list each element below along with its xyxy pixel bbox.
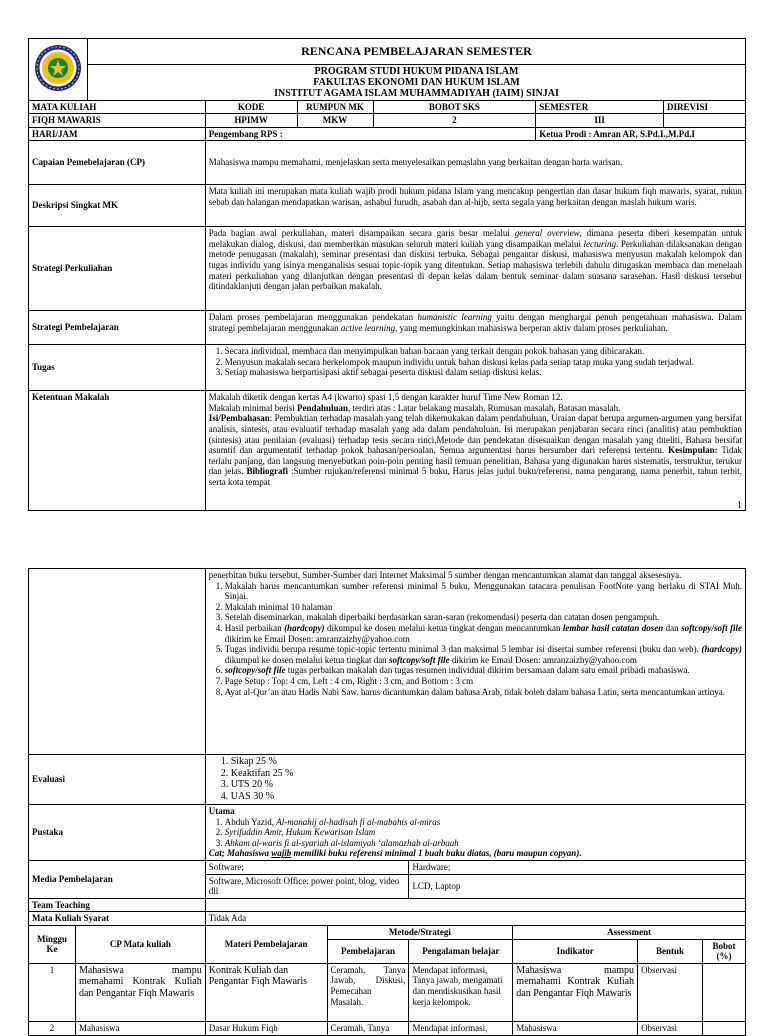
label-rumpun: RUMPUN MK [297,101,373,114]
institute-name: INSTITUT AGAMA ISLAM MUHAMMADIYAH (IAIM) SINJAI [274,88,559,99]
label-bobot: BOBOT SKS [373,101,536,114]
label-ketua-prodi: Ketua Prodi : Amran AR, S.Pd.I.,M.Pd.I [536,127,746,140]
text-ketentuan-cont: penerbitan buku tersebut, Sumber-Sumber dari Internet Maksimal 5 sumber dengan mencantumkan alamat dan tanggal aksesesnya. 1. Makalah harus mencantumkan sumber referensi minimal 5 buku, Menggunakan tatacara penulisan FootNote yang berlaku di STAI Muh. Sinjai. 2. Makalah minimal 10 halaman 3. Setelah diseminarkan, makalah diperbaiki berdasarkan saran-saran (rekomendasi) peserta dan catatan dosen pengampuh. 4. Hasil perbaikan (hardcopy) dikumpul ke dosen melalui ketua tingkat dengan mencantumkan lembar hasil catatan dosen dan softcopy/soft file dikirim ke Email Dosen: amranzaizhy@yahoo.com 5. Tugas individu berupa resume topic-topic tertentu minimal 3 dan maksimal 5 lembar isi disertai sumber referensi (buku dan web). (hardcopy) dikumpul ke dosen melalui ketua tingkat dan softcopy/soft file dikirim ke Email Dosen: amranzaizhy@yahoo.com 6. softcopy/soft file tugas perbaikan makalah dan tugas resumen individual dikirim bersamaan dalam satu email pribadi mahasiswa. 7. Page Setup : Top: 4 cm, Left : 4 cm, Right : 3 cm, and Bottom : 3 cm 8. Ayat al-Qur’an atau Hadis Nabi Saw. harus dicantumkan dalam bahasa Arab, tidak boleh dalam bahasa Latin, serta mencantumkan artinya. [205,569,745,755]
col-minggu: Minggu Ke [29,925,76,963]
table-row [29,1021,746,1035]
label-kode: KODE [205,101,297,114]
value-bobot: 2 [373,114,536,127]
value-mata-kuliah: FIQH MAWARIS [29,114,206,127]
value-software: Software, Microsoft Office: power point, blog, video dll [205,874,409,898]
text-deskripsi: Mata kuliah ini merupakan mata kuliah wajib prodi hukum pidana Islam yang mencakup pengertian dan dasar hukum fiqh mawaris, syarat, rukun sebab dan halangan mendapatkan warisan, ashabul furudh, asabah dan al-hijb, serta segala yang berkaitan dengan maslah hukum waris. [205,185,745,227]
list-evaluasi [205,755,745,805]
row-metode: Ceramah, Tanya Jawab, Diskusi, Pemecahan Masalah. [327,963,409,1021]
label-pustaka: Pustaka [29,805,206,861]
label-ketentuan: Ketentuan Makalah [29,391,206,511]
rps-continuation-table [28,568,746,1036]
row-bentuk: Observasi [638,1021,703,1035]
label-pengembang: Pengembang RPS : [205,127,536,140]
rps-header-table [28,38,746,511]
row-metode: Ceramah, Tanya [327,1021,409,1035]
evaluasi-item: 4. UAS 30 % [231,791,742,803]
label-syarat: Mata Kuliah Syarat [29,912,206,926]
col-indikator: Indikator [513,939,638,963]
value-direvisi [664,114,746,127]
row-pengalaman: Mendapat informasi, [409,1021,513,1035]
label-deskripsi: Deskripsi Singkat MK [29,185,206,227]
label-ketentuan-cont [29,569,206,755]
label-strategi-pembelajaran: Strategi Pembelajaran [29,311,206,345]
text-ketentuan: Makalah diketik dengan kertas A4 (kwarto) spasi 1,5 dengan karakter huruf Time New Roman 12. Makalah minimal berisi Pendahuluan, terdiri atas : Latar belakang masalah, Rumusan masalah, Batasan masalah. Isi/Pembahasan: Pembuktian terhadap masalah yang telah dikemukakan dalam pendahuluan, Uraian dapat berupa argumen-argumen yang bersifat analisis, sintesis, atau evaluatif terhadap masalah yang ada dalam pendahuluan. Isi merupakan penjabaran secara rinci (analitis) atau pembuktian (sintesis) atau penilaian (evaluasi) terhadap tesis secara rinci,Metode dan pendekatan disesuaikan dengan masalah yang diteliti, Bahasa bersifat asumtif dan argumentatif terhadap pokok bahasan/persoalan, Semua argumentasi harus bersumber dari referensi tertentu. Kesimpulan: Tidak terlalu panjang, dan langsung menyebutkan poin-poin penting hasil temuan penelitian, Bahasa yang digunakan harus sistematis, terstruktur, terukur dan jelas. Bibliografi :Sumber rujukan/referensi minimal 5 buku, Harus jelas judul buku/referensi, nama pengarang, nama penerbit, tahun terbit, serta kota tempat [205,391,745,511]
label-direvisi: DIREVISI [664,101,746,114]
col-cp: CP Mata kuliah [75,925,205,963]
value-rumpun: MKW [297,114,373,127]
col-bentuk: Bentuk [638,939,703,963]
row-bobot [702,963,745,1021]
label-software: Software; [205,861,409,875]
row-bentuk: Observasi [638,963,703,1021]
evaluasi-item: 3. UTS 20 % [231,779,742,791]
value-semester: III [536,114,664,127]
value-hardware: LCD, Laptop [409,874,746,898]
col-pengalaman: Pengalaman belajar [409,939,513,963]
row-indikator: Mahasiswa mampu memahami Kontrak Kuliah dan Pengantar Fiqh Mawaris [513,963,638,1021]
value-team-teaching [205,898,745,912]
program-name: PROGRAM STUDI HUKUM PIDANA ISLAM [314,66,519,77]
label-team-teaching: Team Teaching [29,898,206,912]
page-number: 1 [737,500,742,511]
tugas-item: 3. Setiap mahasiswa berpartisipasi aktif sebagai peserta diskusi dalam setiap diskusi kelas. [225,367,742,378]
label-hari-jam: HARI/JAM [29,127,206,140]
value-kode: HPIMW [205,114,297,127]
row-cp: Mahasiswa [75,1021,205,1035]
row-cp: Mahasiswa mampu memahami Kontrak Kuliah dan Pengantar Fiqh Mawaris [75,963,205,1021]
tugas-item: 2. Menyusun makalah secara berkelompok maupun individu untuk bahan diskusi kelas pada setiap tatap muka yang sudah terjadwal. [225,357,742,368]
row-bobot [702,1021,745,1035]
tugas-item: 1. Secara individual, membaca dan menyimpulkan bahan bacaan yang terkait dengan pokok bahasan yang dibicarakan. [225,346,742,357]
row-no: 1 [29,963,76,1021]
label-tugas: Tugas [29,345,206,391]
document-title: RENCANA PEMBELAJARAN SEMESTER [87,39,745,65]
institution-block [87,65,745,101]
label-hardware: Hardware; [409,861,746,875]
text-strategi-perkuliahan: Pada bagian awal perkuliahan, materi disampaikan secara garis besar melalui general overview, dimana peserta diberi kesempatan untuk melakukan dialog, diskusi, dan memberikan masukan seluruh materi kuliah yang disampaikan melalui lecturing. Perkuliahan dilaksanakan dengan metode penugasan (makalah), seminar presentasi dan diskusi terbuka. Sebagai pengantar diskusi, mahasiswa menyusun makalah kelompok dan tugas individu yang isinya menganalisis sesuai topic-topik yang ditentukan. Setiap mahasiswa terlebih dahulu ditugaskan membaca dan menelaah materi perkuliahan yang dilanjutkan dengan presentasi di depan kelas dalam bentuk seminar dalam suasana sarasehan. Hasil diskusi tersebut ditindaklanjuti dengan jalan perbaikan makalah. [205,227,745,311]
label-strategi-perkuliahan: Strategi Perkuliahan [29,227,206,311]
label-media: Media Pembelajaran [29,861,206,899]
row-indikator: Mahasiswa [513,1021,638,1035]
col-materi: Materi Pembelajaran [205,925,327,963]
label-cp: Capaian Pemebelajaran (CP) [29,141,206,185]
evaluasi-item: 1. Sikap 25 % [231,756,742,768]
value-syarat: Tidak Ada [205,912,745,926]
row-materi: Dasar Hukum Fiqh [205,1021,327,1035]
row-no: 2 [29,1021,76,1035]
label-semester: SEMESTER [536,101,664,114]
iaim-logo-icon [33,42,83,94]
text-strategi-pembelajaran: Dalam proses pembelajaran menggunakan pendekatan humanistic learning yaitu dengan menghargai penuh pengetahuan mahasiswa. Dalam strategi pembelajaran menggunakan active learning, yang memungkinkan mahasiswa berperan aktiv dalam proses perkuliahan. [205,311,745,345]
table-row [29,963,746,1021]
col-pembelajaran: Pembelajaran [327,939,409,963]
col-bobot: Bobot (%) [702,939,745,963]
faculty-name: FAKULTAS EKONOMI DAN HUKUM ISLAM [313,77,520,88]
text-cp: Mahasiswa mampu memahami, menjelaskan serta menyelesaikan pemaslahn yang berkaitan dengan harta warisan. [205,141,745,185]
col-assessment: Assessment [513,925,746,939]
row-pengalaman: Mendapat informasi, Tanya jawab, mengamati dan mendiskusikan hasil kerja kelompok. [409,963,513,1021]
institution-logo [29,39,88,101]
list-pustaka: Utama 1. Abduh Yazid, Al-manahij al-hadisah fi al-mabahis al-miras 2. Syrifuddin Amir, Hukum Kewarisan Islam 3. Ahkam al-waris fi al-syariah al-islamiyah ‘alamazhab al-arbaah Cat; Mahasiswa wajib memiliki buku referensi minimal 1 buah buku diatas, (baru maupun copyan). [205,805,745,861]
label-mata-kuliah: MATA KULIAH [29,101,206,114]
row-materi: Kontrak Kuliah dan Pengantar Fiqh Mawaris [205,963,327,1021]
col-metode: Metode/Strategi [327,925,513,939]
evaluasi-item: 2. Keaktifan 25 % [231,768,742,780]
list-tugas [205,345,745,391]
label-evaluasi: Evaluasi [29,755,206,805]
